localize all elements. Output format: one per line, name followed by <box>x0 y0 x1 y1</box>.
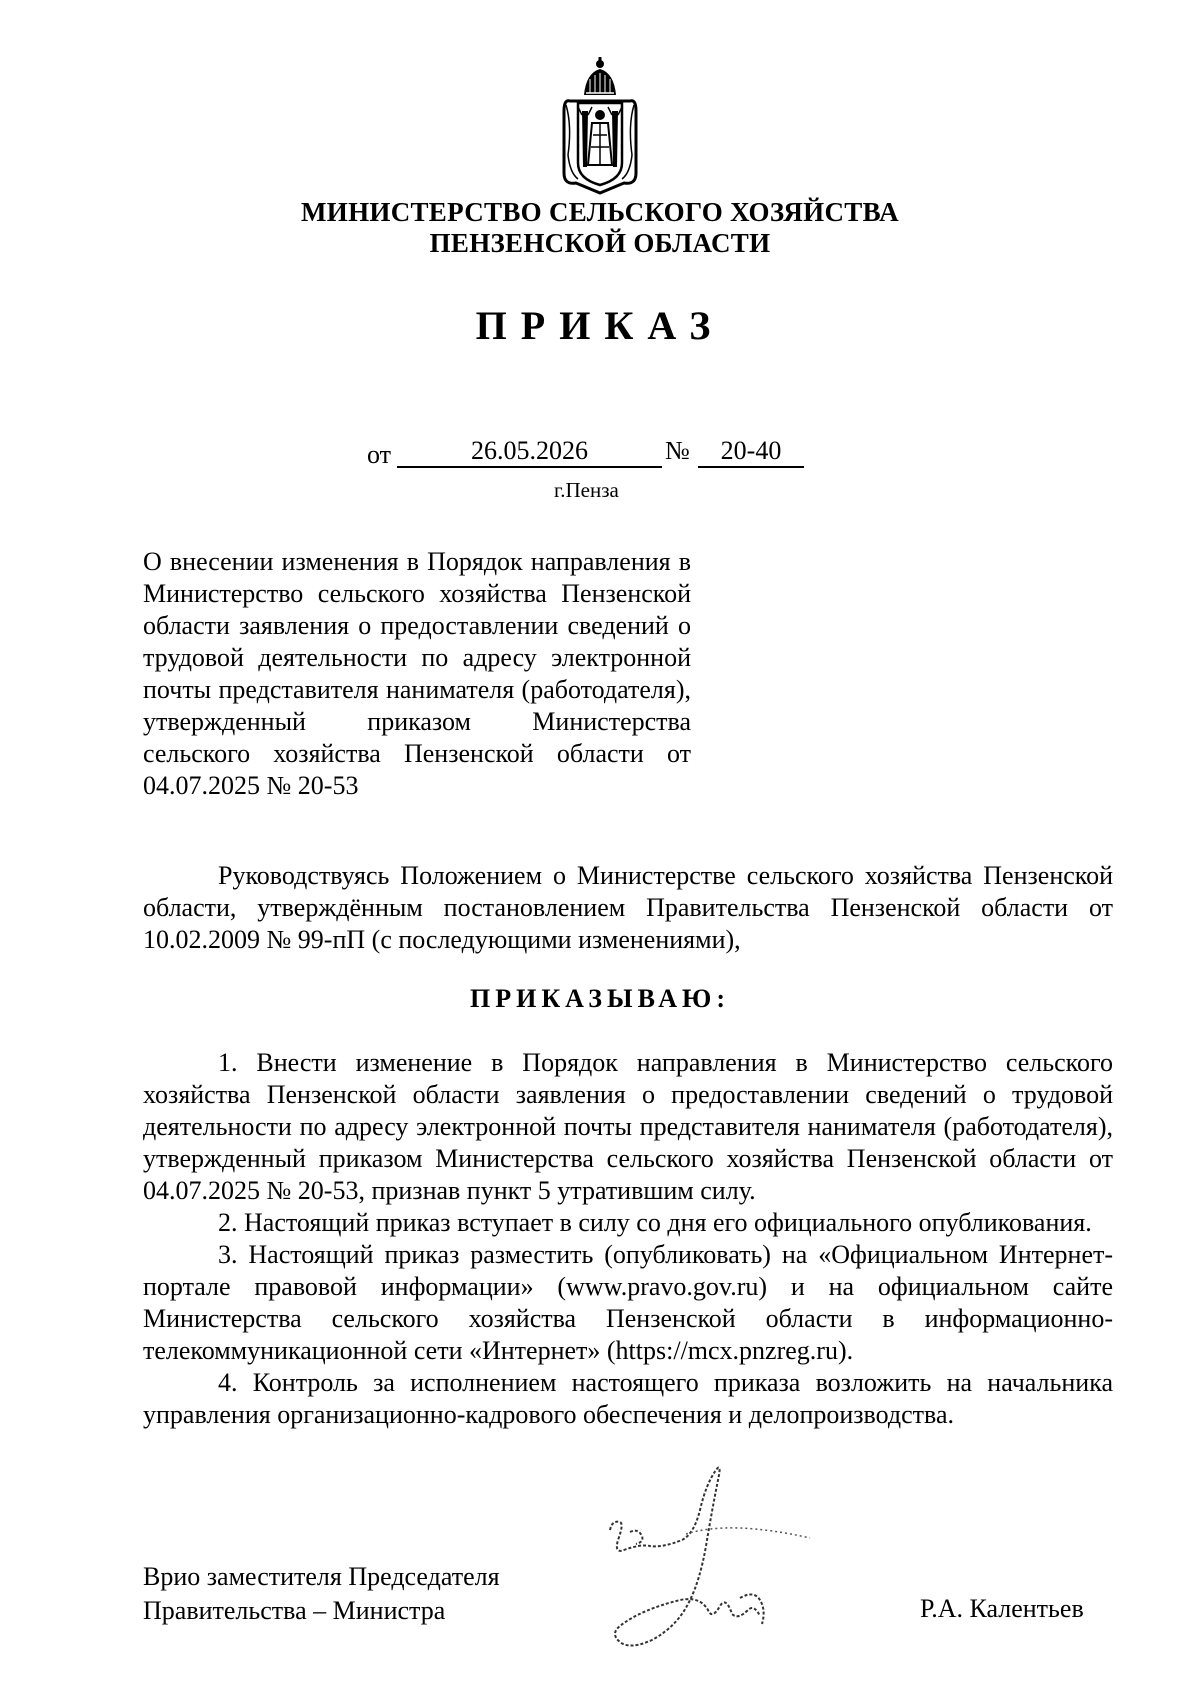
order-item-1: 1. Внести изменение в Порядок направления в Министерство сельского хозяйства Пензенской области заявления о предоставлении сведений о трудовой деятельности по адресу электронной почты представителя нанимателя (работодателя), утвержденный приказом Министерства сельского хозяйства Пензенской области от 04.07.2025 № 20-53, признав пункт 5 утратившим силу. <box>143 1048 1113 1205</box>
org-name-line1: МИНИСТЕРСТВО СЕЛЬСКОГО ХОЗЯЙСТВА <box>301 197 899 227</box>
document-date: 26.05.2026 <box>397 436 662 468</box>
coat-of-arms-icon <box>560 55 640 195</box>
date-label: от <box>367 440 392 469</box>
org-name-line2: ПЕНЗЕНСКОЙ ОБЛАСТИ <box>429 228 771 258</box>
document-number: 20-40 <box>698 436 804 468</box>
order-item-4: 4. Контроль за исполнением настоящего приказа возложить на начальника управления организационно-кадрового обеспечения и делопроизводства. <box>143 1368 1113 1429</box>
document-title: ПРИКАЗ <box>475 303 725 348</box>
number-label: № <box>665 436 690 465</box>
preamble: Руководствуясь Положением о Министерстве сельского хозяйства Пензенской области, утверждённым постановлением Правительства Пензенской области от 10.02.2009 № 99-пП (с последующими изменениями), <box>143 861 1113 954</box>
signatory-position-line2: Правительства – Министра <box>143 1596 446 1625</box>
order-command: ПРИКАЗЫВАЮ: <box>470 984 730 1013</box>
signatory-position <box>143 1560 500 1628</box>
signatory-name: Р.А. Калентьев <box>920 1594 1084 1623</box>
order-item-2: 2. Настоящий приказ вступает в силу со дня его официального опубликования. <box>218 1208 1092 1237</box>
order-item-3: 3. Настоящий приказ разместить (опубликовать) на «Официальном Интернет-портале правовой информации» (www.pravo.gov.ru) и на официальном сайте Министерства сельского хозяйства Пензенской области в информационно-телекоммуникационной сети «Интернет» (https://mcx.pnzreg.ru). <box>143 1240 1113 1365</box>
city: г.Пенза <box>554 478 619 502</box>
document-subject: О внесении изменения в Порядок направления в Министерство сельского хозяйства Пензенской области заявления о предоставлении сведений о трудовой деятельности по адресу электронной почты представителя нанимателя (работодателя), утвержденный приказом Министерства сельского хозяйства Пензенской области от 04.07.2025 № 20-53 <box>143 547 691 800</box>
handwritten-signature-icon <box>590 1450 850 1670</box>
order-items <box>143 1047 1113 1431</box>
signatory-position-line1: Врио заместителя Председателя <box>143 1562 500 1591</box>
